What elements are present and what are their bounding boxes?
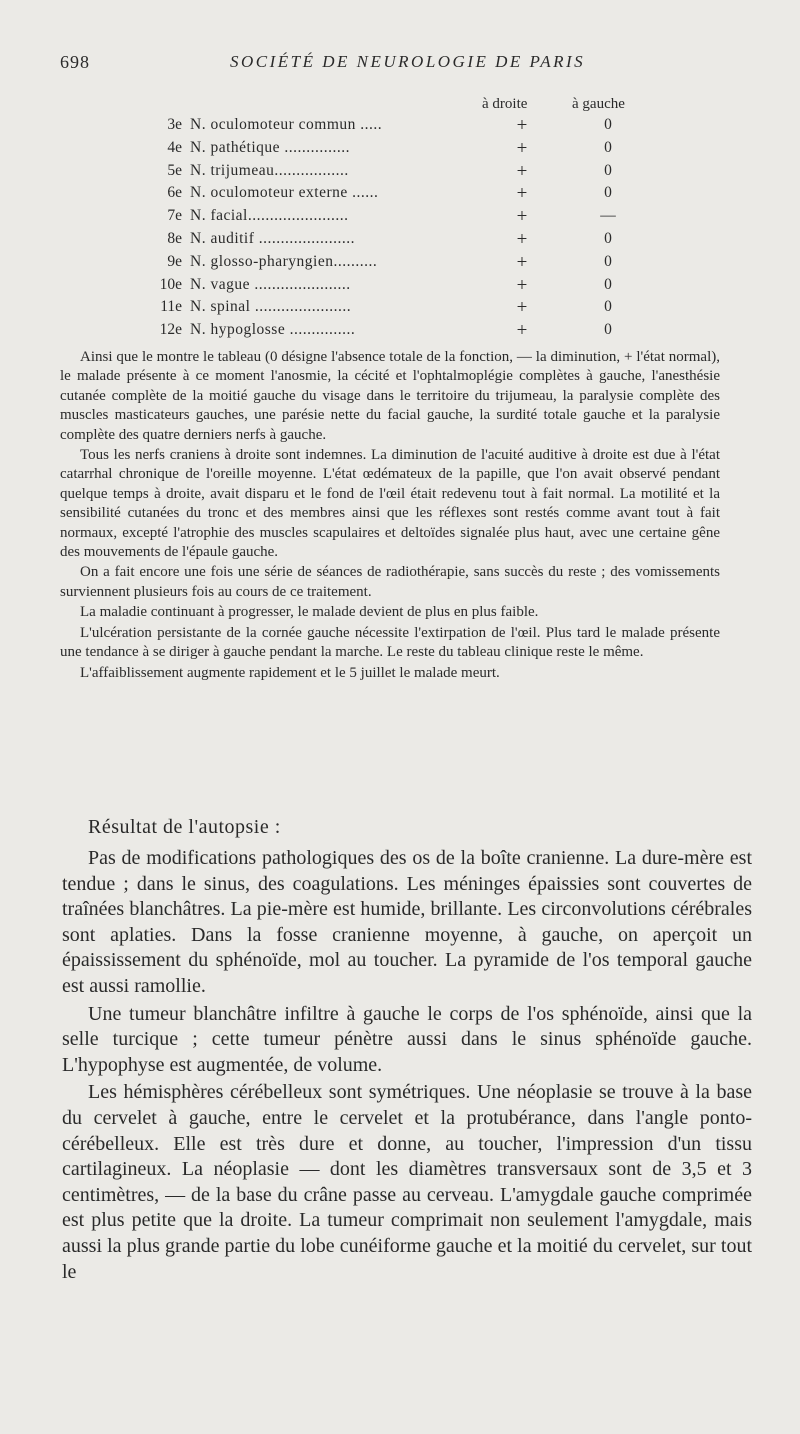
table-row: [140, 116, 660, 139]
paragraph: On a fait encore une fois une série de séances de radiothérapie, sans succès du reste ; des vomissements surviennent plusieurs fois au cours de ce traitement.: [60, 564, 720, 600]
value-right: +: [516, 297, 528, 319]
table-body: [140, 116, 660, 344]
page-number: 698: [60, 52, 90, 72]
cranial-nerve-table: [140, 94, 660, 344]
table-row: [140, 207, 660, 230]
nerve-name: N. vague ......................: [190, 275, 351, 293]
nerve-number: 5e: [167, 161, 182, 179]
value-right: +: [516, 320, 528, 342]
value-right: +: [516, 115, 528, 136]
nerve-number: 3e: [167, 116, 182, 133]
value-left: 0: [604, 321, 612, 339]
table-row: [140, 230, 660, 253]
nerve-name: N. glosso-pharyngien..........: [190, 252, 378, 270]
nerve-name: N. pathétique ...............: [190, 138, 351, 156]
nerve-name: N. trijumeau.................: [190, 161, 349, 179]
nerve-number: 9e: [167, 252, 182, 270]
value-right: +: [516, 183, 528, 205]
paragraph: Une tumeur blanchâtre infiltre à gauche le corps de l'os sphénoïde, ainsi que la selle turcique ; cette tumeur pénètre aussi dans le sinus sphénoïde gauche. L'hypophyse est augmentée, de volume.: [62, 1002, 752, 1076]
value-right: +: [516, 274, 528, 296]
nerve-number: 11e: [160, 298, 182, 316]
value-left: 0: [604, 161, 612, 179]
nerve-name: N. auditif ......................: [190, 229, 356, 247]
nerve-name: N. oculomoteur externe ......: [190, 184, 379, 202]
value-right: +: [516, 160, 528, 182]
table-row: [140, 139, 660, 162]
value-left: 0: [604, 138, 612, 156]
table-row: [140, 298, 660, 321]
nerve-name: N. spinal ......................: [190, 298, 352, 316]
value-right: +: [516, 137, 528, 159]
value-left: 0: [604, 229, 612, 247]
table-row: [140, 184, 660, 207]
paragraph: La maladie continuant à progresser, le malade devient de plus en plus faible.: [80, 604, 539, 621]
column-header-left: à gauche: [572, 96, 625, 112]
nerve-name: N. facial.......................: [190, 207, 349, 225]
paragraph: Les hémisphères cérébelleux sont symétriques. Une néoplasie se trouve à la base du cervelet à gauche, entre le cervelet et la protubérance, dans l'angle ponto-cérébelleux. Elle est très dure et donne, au toucher, l'impression d'un tissu cartilagineux. La néoplasie — dont les diamètres transversaux sont de 3,5 et 3 centimètres, — de la base du crâne passe au cerveau. L'amygdale gauche comprimée est plus petite que la droite. La tumeur comprimait non seulement l'amygdale, mais aussi la plus grande partie du lobe cunéiforme gauche et la moitié du cervelet, sur tout le: [62, 1081, 752, 1283]
value-right: +: [516, 251, 528, 273]
value-left: 0: [604, 298, 612, 316]
nerve-name: N. oculomoteur commun .....: [190, 116, 383, 133]
clinical-description: [60, 348, 720, 684]
value-right: +: [516, 206, 528, 228]
value-left: 0: [604, 116, 612, 133]
nerve-number: 6e: [167, 184, 182, 202]
column-header-right: à droite: [482, 96, 528, 112]
nerve-number: 8e: [167, 229, 182, 247]
paragraph: L'ulcération persistante de la cornée gauche nécessite l'extirpation de l'œil. Plus tard le malade présente une tendance à se diriger à gauche pendant la marche. Le reste du tableau clinique reste le même.: [60, 624, 720, 661]
table-row: [140, 253, 660, 276]
nerve-number: 7e: [167, 207, 182, 225]
value-left: 0: [604, 252, 612, 270]
value-right: +: [516, 228, 528, 250]
running-title: SOCIÉTÉ DE NEUROLOGIE DE PARIS: [230, 52, 586, 71]
value-left: 0: [604, 184, 612, 202]
paragraph: Ainsi que le montre le tableau (0 désigne l'absence totale de la fonction, — la diminution, + l'état normal), le malade présente à ce moment l'anosmie, la cécité et l'ophtalmoplégie complètes à gauche, l'anesthésie cutanée complète de la moitié gauche du visage dans le territoire du trijumeau, la paralysie complète des muscles masticateurs gauches, une parésie nette du facial gauche, la surdité totale gauche et la paralysie complète des quatre derniers nerfs à gauche.: [60, 349, 720, 443]
autopsy-description: [62, 846, 752, 1287]
table-row: [140, 162, 660, 185]
nerve-name: N. hypoglosse ...............: [190, 321, 356, 339]
nerve-number: 10e: [159, 275, 182, 293]
paragraph: L'affaiblissement augmente rapidement et le 5 juillet le malade meurt.: [80, 664, 500, 681]
value-left: —: [600, 207, 616, 225]
table-row: [140, 321, 660, 344]
page-header: [60, 52, 740, 82]
value-left: 0: [604, 275, 612, 293]
paragraph: Pas de modifications pathologiques des os de la boîte cranienne. La dure-mère est tendue ; dans le sinus, des coagulations. Les méninges épaissies sont couvertes de traînées blanchâtres. La pie-mère est humide, brillante. Les circonvolutions cérébrales sont aplaties. Dans la fosse cranienne moyenne, à gauche, on aperçoit un épaississement du sphénoïde, mol au toucher. La pyramide de l'os temporal gauche est aussi ramollie.: [62, 847, 752, 997]
table-row: [140, 276, 660, 299]
nerve-number: 4e: [167, 138, 182, 156]
nerve-number: 12e: [159, 321, 182, 339]
section-heading-autopsy: Résultat de l'autopsie :: [88, 816, 281, 838]
table-header-row: [140, 94, 660, 116]
paragraph: Tous les nerfs craniens à droite sont indemnes. La diminution de l'acuité auditive à droite est due à l'état catarrhal chronique de l'oreille moyenne. L'état œdémateux de la papille, que l'on avait observé pendant quelque temps à droite, avait disparu et le fond de l'œil était redevenu tout à fait normal. La motilité et la sensibilité cutanées du tronc et des membres ainsi que les réflexes sont restés comme avant tout à fait normaux, excepté l'atrophie des muscles scapulaires et deltoïdes signalée plus haut, avec une certaine gêne des mouvements de l'épaule gauche.: [60, 447, 720, 561]
